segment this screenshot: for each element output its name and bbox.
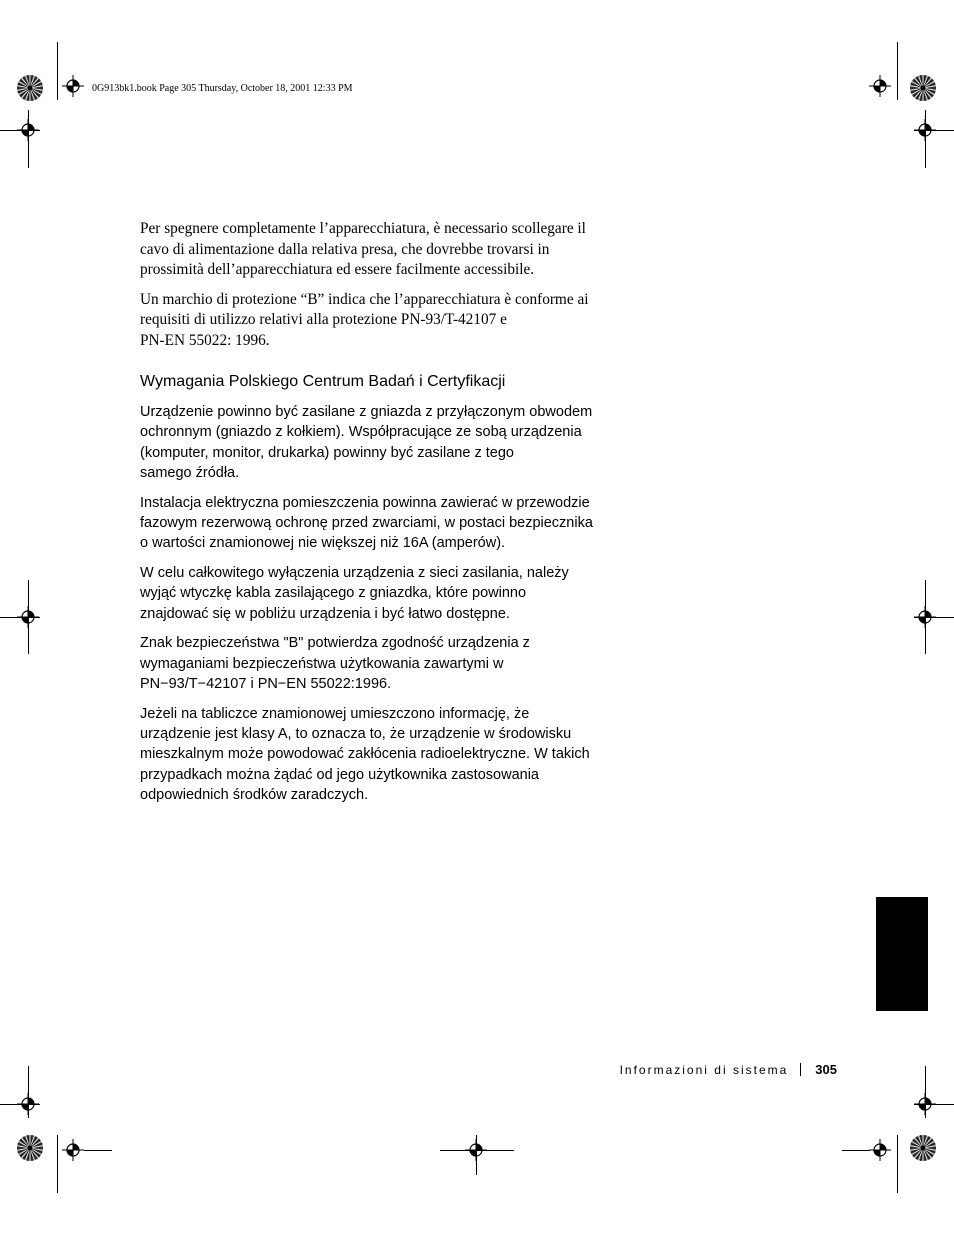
crop-line (897, 42, 898, 100)
text-line: prossimità dell’apparecchiatura ed essere facilmente accessibile. (140, 261, 535, 278)
page-number: 305 (815, 1062, 837, 1077)
text-line: Un marchio di protezione “B” indica che l’apparecchiatura è conforme ai (140, 290, 589, 308)
polish-paragraph-5 (140, 704, 640, 805)
crop-line (914, 1104, 954, 1105)
polish-paragraph-4 (140, 633, 640, 694)
italian-paragraph-1 (140, 219, 630, 281)
footer-section-title: Informazioni di sistema (619, 1062, 789, 1077)
crop-line (84, 1150, 112, 1151)
page-footer (620, 1062, 837, 1077)
text-line: Jeżeli na tabliczce znamionowej umieszczono informację, że (140, 705, 530, 722)
italian-paragraph-2 (140, 290, 630, 352)
text-line: wymaganiami bezpieczeństwa użytkowania zawartymi w (140, 655, 504, 672)
crop-line (57, 42, 58, 100)
crop-line (28, 110, 29, 168)
crop-line (440, 1150, 514, 1151)
print-slug: 0G913bk1.book Page 305 Thursday, October 18, 2001 12:33 PM (92, 83, 353, 94)
text-line: cavo di alimentazione dalla relativa presa, che dovrebbe trovarsi in (140, 240, 550, 258)
text-line: Znak bezpieczeństwa "B" potwierdza zgodność urządzenia z (140, 635, 530, 652)
italian-text-block (140, 219, 630, 360)
crop-line (914, 130, 954, 131)
text-line: fazowym rezerwową ochronę przed zwarciami, w postaci bezpiecznika (140, 514, 593, 531)
text-line: urządzenie jest klasy A, to oznacza to, że urządzenie w środowisku (140, 726, 572, 743)
text-line: requisiti di utilizzo relativi alla protezione PN-93/T-42107 e (140, 311, 507, 328)
text-line: samego źródła. (140, 464, 240, 481)
crop-line (842, 1150, 870, 1151)
crop-line (914, 617, 954, 618)
text-line: o wartości znamionowej nie większej niż 16A (amperów). (140, 535, 506, 552)
registration-crosshair-icon (62, 75, 84, 97)
crop-line (925, 1066, 926, 1118)
text-line: przypadkach można żądać od jego użytkownika zastosowania (140, 766, 539, 783)
text-line: PN−93/T−42107 i PN−EN 55022:1996. (140, 676, 392, 693)
crop-line (925, 110, 926, 168)
text-line: (komputer, monitor, drukarka) powinny być zasilane z tego (140, 444, 514, 461)
registration-star-icon (16, 1134, 44, 1162)
crop-line (57, 1135, 58, 1193)
registration-star-icon (909, 74, 937, 102)
registration-star-icon (909, 1134, 937, 1162)
section-thumb-tab (876, 897, 928, 1011)
polish-paragraph-1 (140, 402, 640, 483)
polish-paragraph-3 (140, 563, 640, 624)
text-line: Per spegnere completamente l’apparecchiatura, è necessario scollegare il (140, 220, 586, 237)
registration-crosshair-icon (869, 1139, 891, 1161)
registration-crosshair-icon (62, 1139, 84, 1161)
footer-separator (800, 1063, 801, 1076)
crop-line (897, 1135, 898, 1193)
registration-star-icon (16, 74, 44, 102)
text-line: Urządzenie powinno być zasilane z gniazda z przyłączonym obwodem (140, 404, 593, 420)
crop-line (476, 1135, 477, 1175)
text-line: znajdować się w pobliżu urządzenia i być łatwo dostępne. (140, 605, 510, 622)
text-line: wyjąć wtyczkę kabla zasilającego z gniazdka, które powinno (140, 585, 527, 602)
text-line: odpowiednich środków zaradczych. (140, 787, 369, 804)
crop-line (0, 1104, 40, 1105)
polish-text-block (140, 402, 640, 815)
text-line: mieszkalnym może powodować zakłócenia radioelektryczne. W takich (140, 746, 590, 763)
text-line: W celu całkowitego wyłączenia urządzenia z sieci zasilania, należy (140, 565, 569, 582)
text-line: ochronnym (gniazdo z kołkiem). Współpracujące ze sobą urządzenia (140, 424, 582, 441)
text-line: Instalacja elektryczna pomieszczenia powinna zawierać w przewodzie (140, 494, 590, 511)
crop-line (0, 617, 40, 618)
text-line: PN-EN 55022: 1996. (140, 331, 270, 349)
crop-line (28, 1066, 29, 1118)
registration-crosshair-icon (869, 75, 891, 97)
section-heading: Wymagania Polskiego Centrum Badań i Certyfikacji (140, 373, 506, 390)
crop-line (0, 130, 40, 131)
polish-paragraph-2 (140, 493, 640, 554)
